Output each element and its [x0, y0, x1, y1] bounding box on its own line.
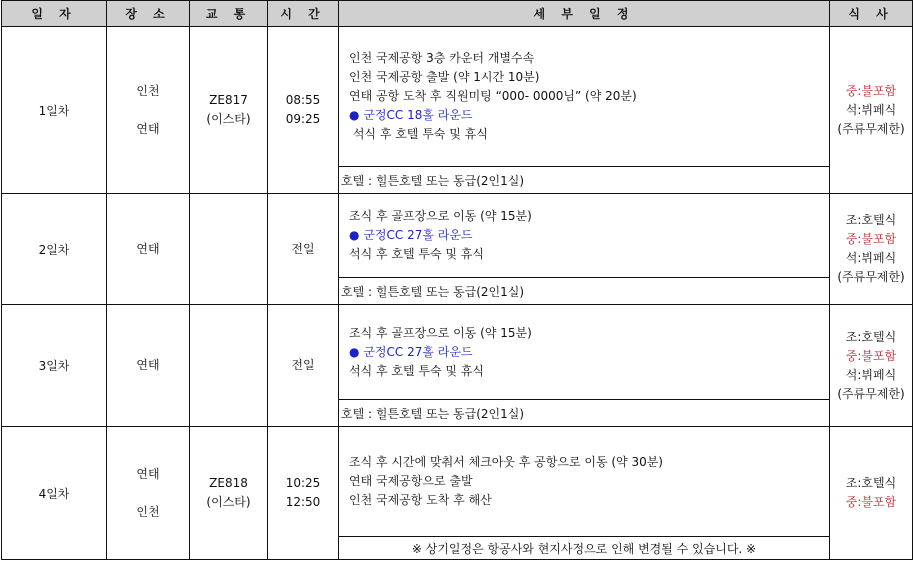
detail-line: 연태 공항 도착 후 직원미팅 “000- 0000님” (약 20분) [349, 89, 637, 103]
bullet-icon: ● [349, 344, 360, 359]
day-label: 1일차 [2, 27, 107, 194]
meal-lunch: 중:불포함 [845, 495, 897, 509]
place-cell [107, 27, 190, 194]
meal-lunch: 중:불포함 [845, 232, 897, 246]
hotel-info: 호텔 : 힐튼호텔 또는 동급(2인1실) [339, 167, 830, 194]
round-line [349, 226, 829, 245]
hotel-info: 호텔 : 힐튼호텔 또는 동급(2인1실) [339, 400, 830, 427]
transport-cell [190, 194, 268, 305]
meal-dinner: 석:뷔페식 [845, 367, 897, 382]
flight-number: ZE818 [209, 476, 248, 490]
departure-time: 10:25 [285, 476, 321, 490]
day-row-3 [2, 305, 913, 400]
place-destination: 연태 [136, 121, 160, 136]
meal-cell [830, 305, 913, 427]
meal-lunch: 중:불포함 [845, 348, 897, 363]
day-label: 2일차 [2, 194, 107, 305]
day-row-4 [2, 427, 913, 537]
all-day: 전일 [291, 358, 315, 372]
meal-cell [830, 427, 913, 560]
departure-time: 08:55 [285, 93, 321, 107]
detail-cell [339, 427, 830, 537]
detail-line: 석식 후 호텔 투숙 및 휴식 [349, 127, 488, 141]
detail-line: 석식 후 호텔 투숙 및 휴식 [349, 363, 484, 378]
arrival-time: 12:50 [285, 495, 321, 509]
meal-cell [830, 27, 913, 194]
transport-cell [190, 27, 268, 194]
place-destination: 인천 [136, 504, 160, 519]
all-day: 전일 [291, 241, 315, 256]
day-label: 4일차 [2, 427, 107, 560]
meal-note: (주류무제한) [837, 386, 905, 401]
header-time: 시 간 [268, 1, 339, 27]
round-line [349, 343, 829, 362]
header-row [2, 1, 913, 27]
hotel-info: 호텔 : 힐튼호텔 또는 동급(2인1실) [339, 278, 830, 305]
flight-number: ZE817 [209, 93, 248, 107]
place-destination: 연태 [136, 241, 160, 256]
airline: (이스타) [206, 495, 251, 509]
header-detail: 세 부 일 정 [339, 1, 830, 27]
time-cell [268, 27, 339, 194]
meal-note: (주류무제한) [837, 270, 905, 284]
golf-round: 군정CC 27홀 라운드 [363, 228, 473, 242]
day-row-1 [2, 27, 913, 167]
detail-line: 인천 국제공항 도착 후 해산 [349, 493, 492, 507]
header-place: 장 소 [107, 1, 190, 27]
golf-round: 군정CC 27홀 라운드 [363, 344, 473, 359]
detail-line: 연태 국제공항으로 출발 [349, 474, 473, 488]
schedule-change-note: ※ 상기일정은 항공사와 현지사정으로 인해 변경될 수 있습니다. ※ [339, 537, 830, 560]
place-origin: 연태 [136, 466, 160, 481]
transport-cell [190, 427, 268, 560]
meal-dinner: 석:뷔페식 [845, 102, 897, 117]
detail-cell [339, 27, 830, 167]
detail-line: 조식 후 시간에 맞춰서 체크아웃 후 공항으로 이동 (약 30분) [349, 455, 663, 469]
day-row-2 [2, 194, 913, 278]
time-cell [268, 427, 339, 560]
detail-line: 조식 후 골프장으로 이동 (약 15분) [349, 325, 532, 340]
meal-cell [830, 194, 913, 305]
meal-breakfast: 조:호텔식 [845, 213, 897, 227]
place-origin: 인천 [136, 83, 160, 98]
detail-line: 조식 후 골프장으로 이동 (약 15분) [349, 209, 532, 223]
place-destination: 연태 [136, 358, 160, 372]
itinerary-table [1, 0, 913, 560]
arrival-time: 09:25 [285, 112, 321, 126]
header-day: 일 자 [2, 1, 107, 27]
bullet-icon: ● [349, 108, 360, 122]
meal-breakfast: 조:호텔식 [845, 476, 897, 490]
airline: (이스타) [206, 112, 251, 126]
meal-note: (주류무제한) [837, 121, 905, 136]
round-line [349, 106, 829, 125]
transport-cell [190, 305, 268, 427]
meal-lunch: 중:불포함 [845, 83, 897, 98]
place-cell [107, 194, 190, 305]
meal-dinner: 석:뷔페식 [845, 251, 897, 265]
header-meal: 식 사 [830, 1, 913, 27]
detail-line: 인천 국제공항 3층 카운터 개별수속 [349, 51, 535, 65]
detail-line: 인천 국제공항 출발 (약 1시간 10분) [349, 70, 540, 84]
detail-line: 석식 후 호텔 투숙 및 휴식 [349, 247, 484, 261]
detail-cell [339, 305, 830, 400]
time-cell [268, 305, 339, 427]
header-transport: 교 통 [190, 1, 268, 27]
golf-round: 군정CC 18홀 라운드 [363, 108, 473, 122]
place-cell [107, 427, 190, 560]
day-label: 3일차 [2, 305, 107, 427]
time-cell [268, 194, 339, 305]
detail-cell [339, 194, 830, 278]
bullet-icon: ● [349, 228, 360, 242]
place-cell [107, 305, 190, 427]
meal-breakfast: 조:호텔식 [845, 329, 897, 344]
